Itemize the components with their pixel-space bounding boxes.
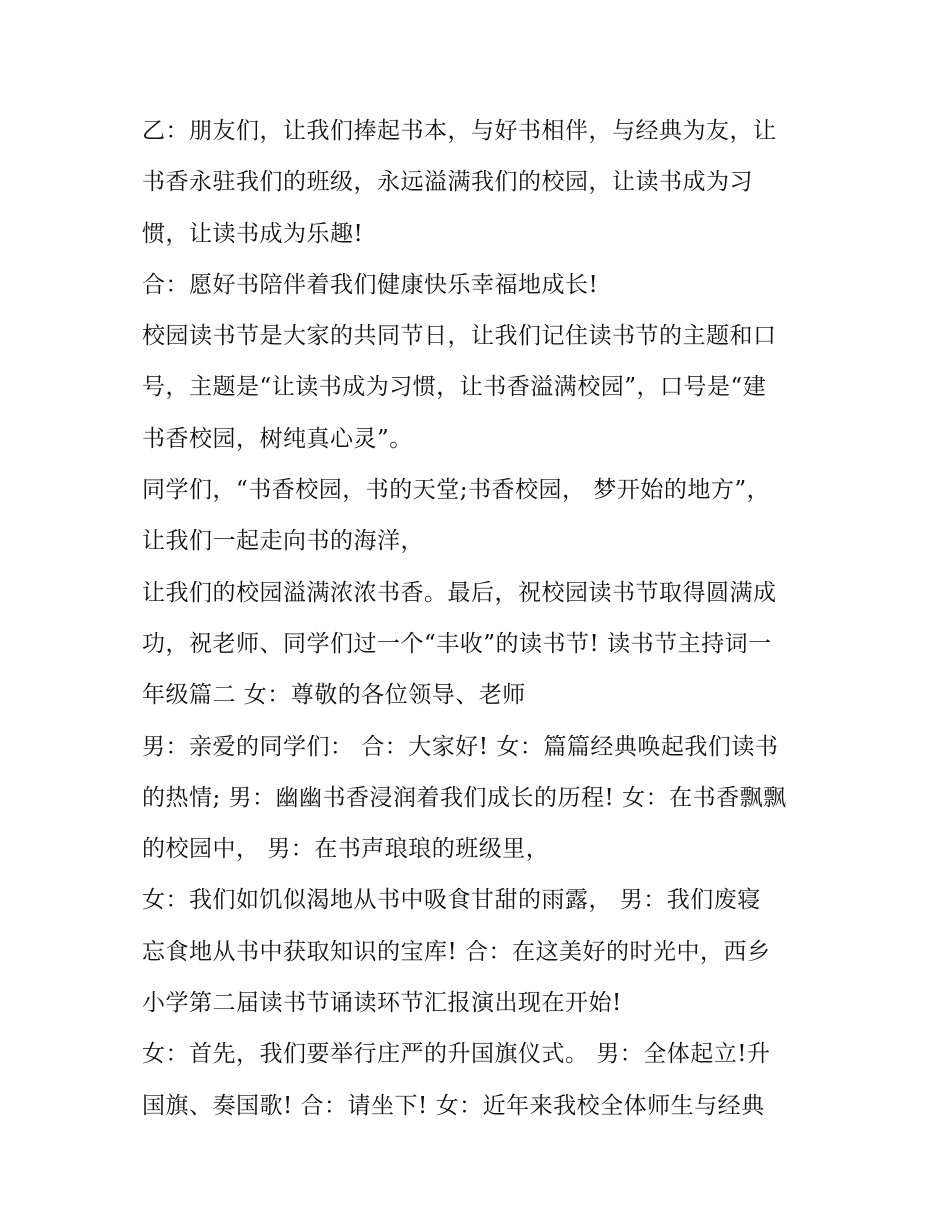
text-line: 让我们的校园溢满浓浓书香。最后，祝校园读书节取得圆满成 bbox=[142, 579, 777, 606]
text-line: 忘食地从书中获取知识的宝库! 合：在这美好的时光中，西乡 bbox=[142, 938, 771, 965]
text-line: 乙：朋友们，让我们捧起书本，与好书相伴，与经典为友，让 bbox=[142, 118, 777, 144]
text-line: 小学第二届读书节诵读环节汇报演出现在开始! bbox=[142, 990, 622, 1017]
text-line: 同学们，“书香校园，书的天堂;书香校园， 梦开始的地方”， bbox=[142, 477, 771, 504]
text-line: 的校园中， 男：在书声琅琅的班级里， bbox=[142, 836, 550, 863]
text-line: 年级篇二 女：尊敬的各位领导、老师 bbox=[142, 682, 526, 709]
text-line: 的热情; 男：幽幽书香浸润着我们成长的历程! 女：在书香飘飘 bbox=[142, 784, 787, 811]
text-line: 女：我们如饥似渴地从书中吸食甘甜的雨露， 男：我们废寝 bbox=[142, 887, 761, 914]
text-line: 号，主题是“让读书成为习惯，让书香溢满校园”，口号是“建 bbox=[142, 374, 767, 401]
document-page bbox=[142, 106, 822, 1132]
text-line: 合：愿好书陪伴着我们健康快乐幸福地成长! bbox=[142, 271, 599, 298]
text-line: 书香永驻我们的班级，永远溢满我们的校园，让读书成为习 bbox=[142, 169, 753, 196]
text-line: 校园读书节是大家的共同节日，让我们记住读书节的主题和口 bbox=[142, 323, 777, 350]
text-line: 书香校园，树纯真心灵”。 bbox=[142, 425, 413, 452]
text-line: 男：亲爱的同学们： 合：大家好! 女：篇篇经典唤起我们读书 bbox=[142, 733, 779, 760]
text-line: 惯，让读书成为乐趣! bbox=[142, 220, 364, 247]
text-line: 女：首先，我们要举行庄严的升国旗仪式。 男：全体起立!升 bbox=[142, 1041, 771, 1068]
text-line: 国旗、奏国歌! 合：请坐下! 女：近年来我校全体师生与经典 bbox=[142, 1092, 765, 1119]
text-line: 让我们一起走向书的海洋， bbox=[142, 528, 424, 555]
text-line: 功，祝老师、同学们过一个“丰收”的读书节! 读书节主持词一 bbox=[142, 630, 772, 657]
